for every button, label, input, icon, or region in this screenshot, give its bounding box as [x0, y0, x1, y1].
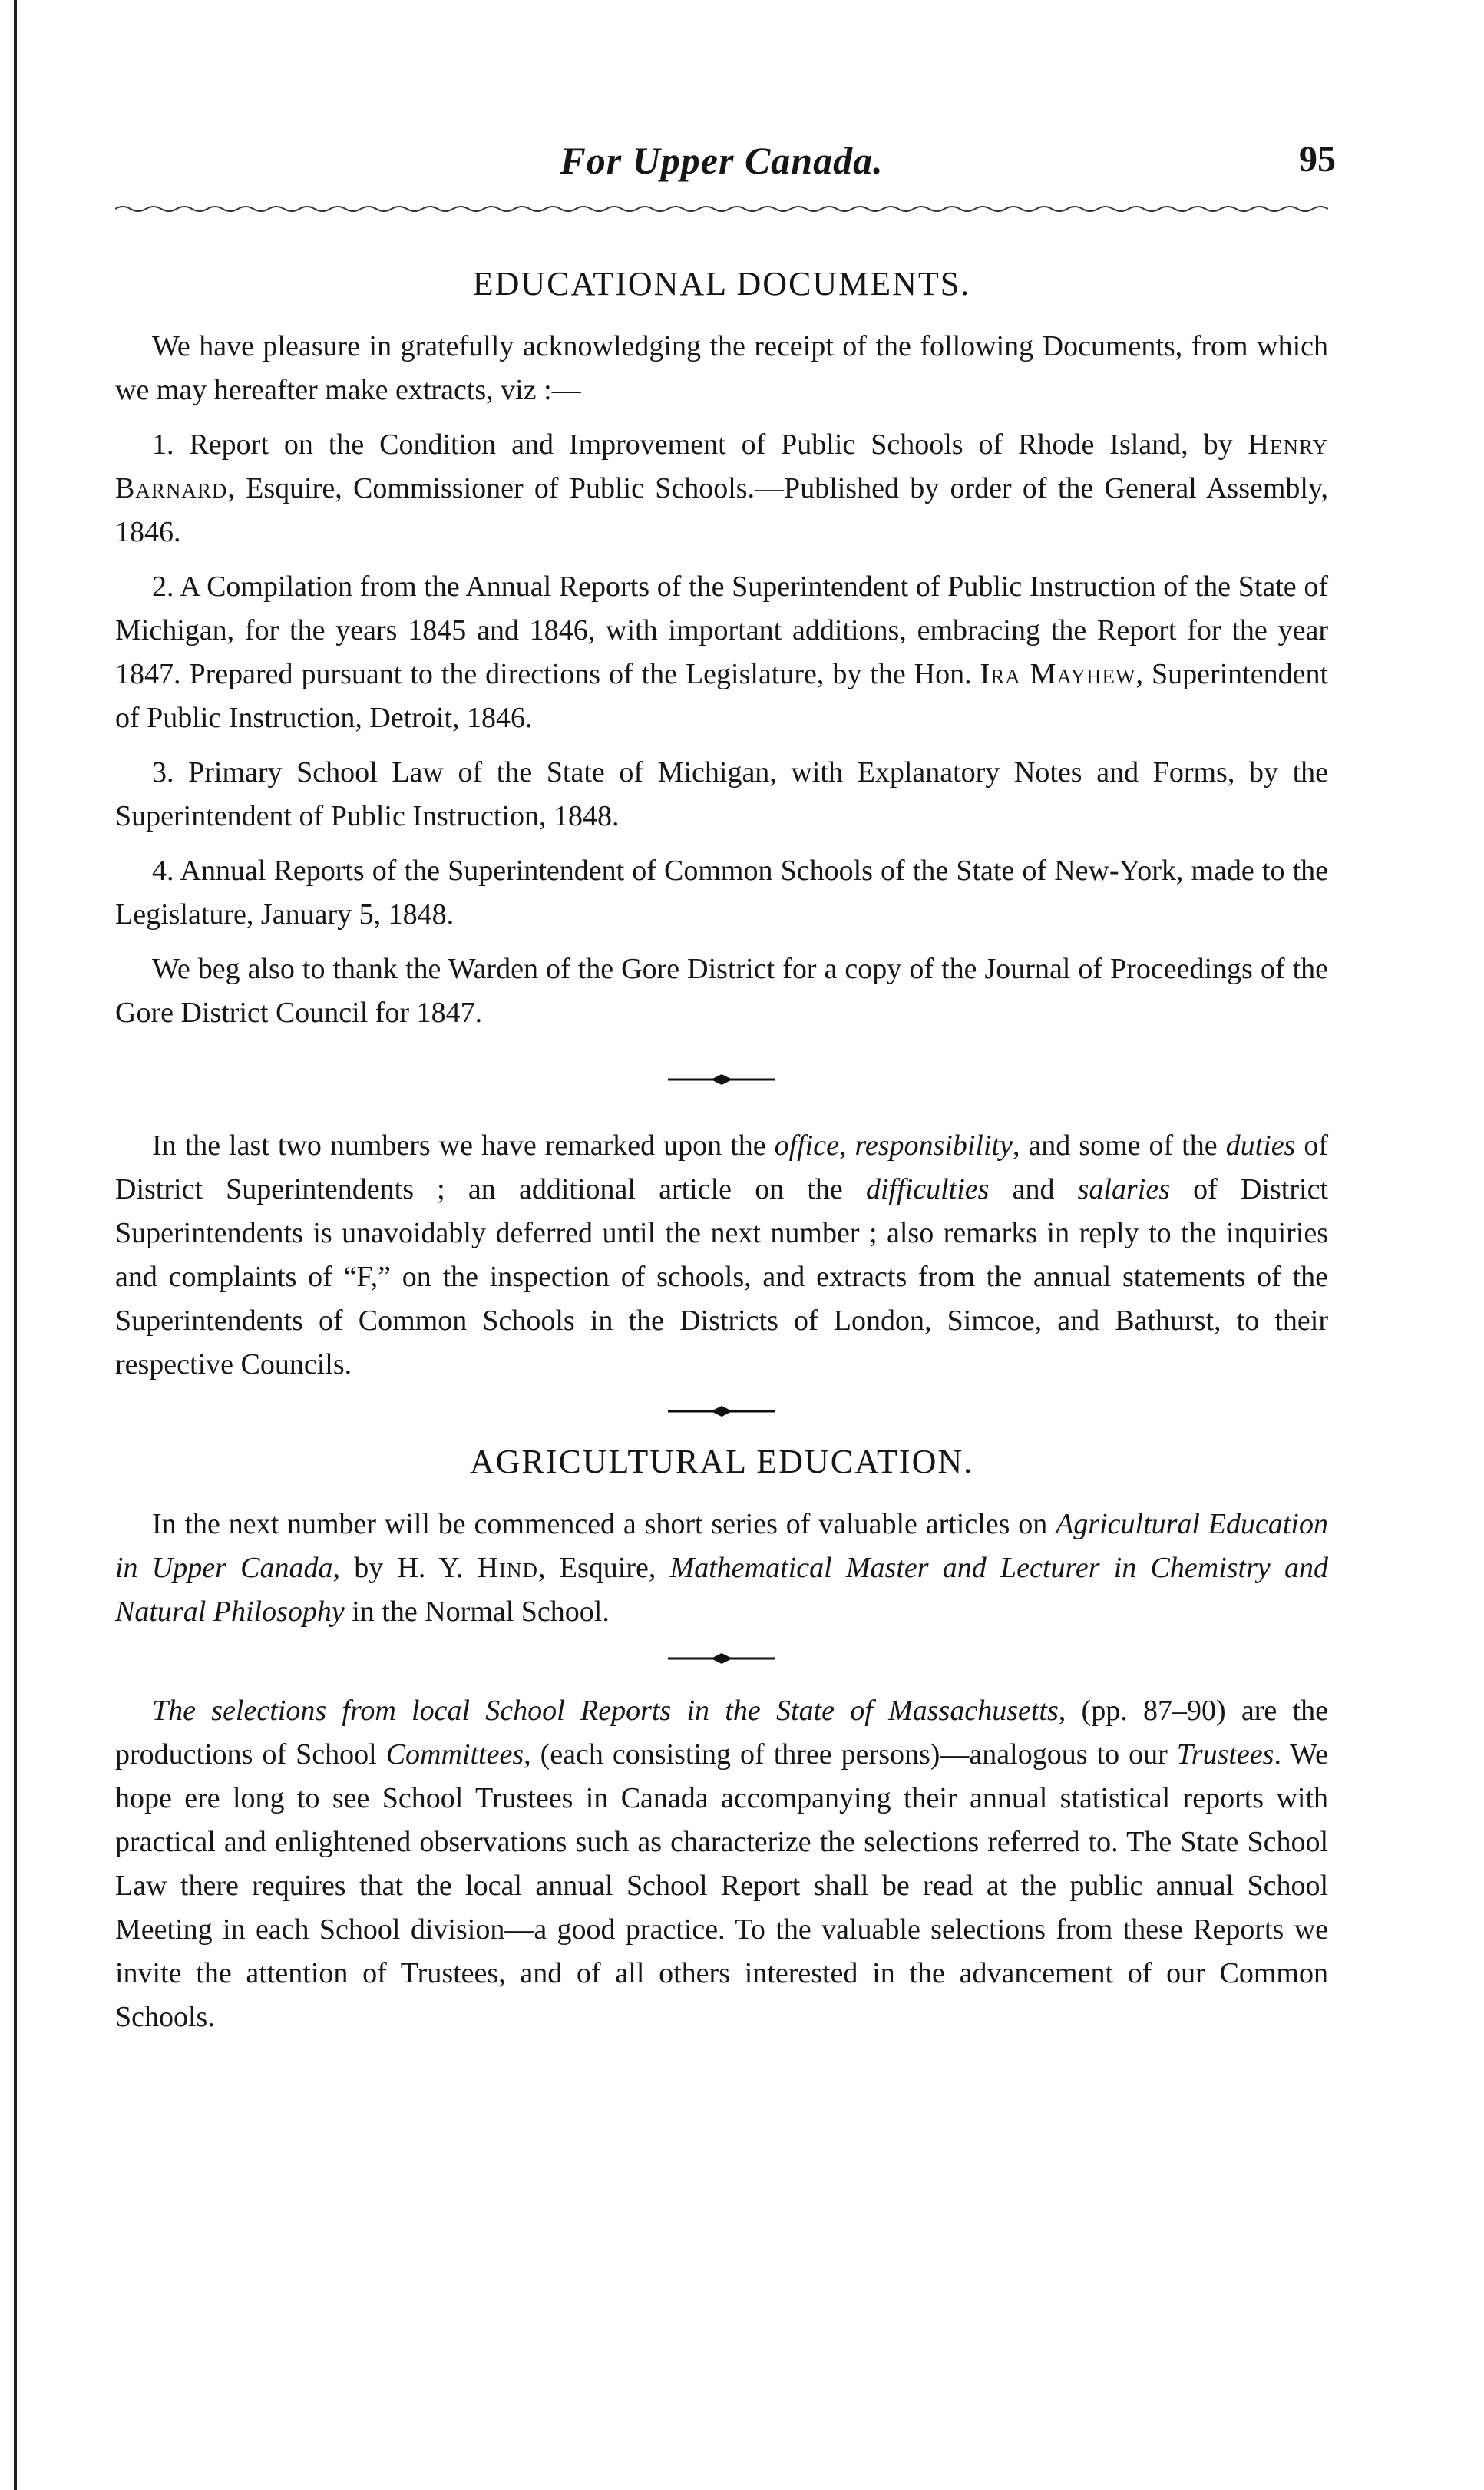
announcement-text: , by H. Y.	[332, 1552, 478, 1584]
announcement-text: , Esquire,	[538, 1552, 670, 1584]
document-item-1	[115, 423, 1328, 554]
agricultural-announcement	[115, 1503, 1328, 1634]
note-emphasis: difficulties	[865, 1173, 990, 1205]
running-head	[115, 138, 1336, 192]
selections-text: . We hope ere long to see School Trustees in Canada accompanying their annual statistical reports with practical and enlightened observations such as characterize the selections referred to. The State School Law there requires that the local annual School Report shall be read at the public annual School Meeting in each School division—a good practice. To the valuable selections from these Reports we invite the attention of Trustees, and of all others interested in the advancement of our Common Schools.	[115, 1738, 1328, 2033]
note-text: of District Superintendents ; an additional article on the	[115, 1129, 1329, 1205]
page-edge-rule	[14, 0, 17, 2490]
documents-intro: We have pleasure in gratefully acknowledging the receipt of the following Documents, from which we may hereafter make extracts, viz :—	[115, 330, 1328, 406]
documents-closing: We beg also to thank the Warden of the Gore District for a copy of the Journal of Proceedings of the Gore District Council for 1847.	[115, 953, 1328, 1029]
author-name: Hind	[477, 1552, 539, 1584]
header-wavy-rule	[115, 203, 1328, 215]
selections-text: , (each consisting of three persons)—analogous to our	[524, 1738, 1177, 1771]
page-content	[115, 138, 1336, 2050]
announcement-text: In the next number will be commenced a short series of valuable articles on	[152, 1508, 1056, 1540]
document-item-text: 2. A Compilation from the Annual Reports of the Superintendent of Public Instruction of the State of Michigan, for the years 1845 and 1846, with important additions, embracing the Report for the year 1847. Prepared pursuant to the directions of the Legislature, by the Hon.	[115, 570, 1328, 690]
note-text: In the last two numbers we have remarked upon the	[152, 1129, 775, 1162]
author-name: Ira Mayhew	[980, 658, 1136, 690]
document-item-2	[115, 565, 1328, 740]
document-item-text: , Superintendent of Public Instruction, Detroit, 1846.	[115, 658, 1328, 734]
selections-emphasis: The selections from local School Reports in the State of Massachusetts	[152, 1695, 1059, 1727]
section-title-educational-documents: EDUCATIONAL DOCUMENTS.	[472, 265, 971, 303]
section-title-agricultural-education: AGRICULTURAL EDUCATION.	[469, 1443, 974, 1480]
note-emphasis: office	[774, 1129, 839, 1162]
selections-paragraph	[115, 1689, 1328, 2039]
running-title: For Upper Canada.	[560, 139, 884, 182]
announcement-text: in the Normal School.	[344, 1596, 610, 1628]
note-emphasis: responsibility	[854, 1129, 1013, 1162]
note-text: of District Superintendents is unavoidably deferred until the next number ; also remarks in reply to the inquiries and complaints of “F,” on the inspection of schools, and extracts from the annual statements of the Superintendents of Common Schools in the Districts of London, Simcoe, and Bathurst, to their respective Councils.	[115, 1173, 1328, 1381]
note-emphasis: duties	[1225, 1129, 1296, 1162]
selections-emphasis: Trustees	[1176, 1738, 1274, 1771]
section-divider-ornament	[637, 1072, 806, 1087]
superintendents-note	[115, 1124, 1328, 1387]
document-item-4: 4. Annual Reports of the Superintendent of Common Schools of the State of New-York, made to the Legislature, January 5, 1848.	[115, 855, 1328, 931]
document-item-3: 3. Primary School Law of the State of Michigan, with Explanatory Notes and Forms, by the Superintendent of Public Instruction, 1848.	[115, 756, 1328, 832]
note-text: , and some of the	[1012, 1129, 1226, 1162]
note-text: and	[989, 1173, 1078, 1205]
selections-emphasis: Committees	[385, 1738, 524, 1771]
section-divider-ornament	[637, 1404, 806, 1419]
section-divider-ornament	[637, 1651, 806, 1666]
selections-text: , (pp. 87–90) are the productions of School	[115, 1695, 1328, 1771]
note-text: ,	[838, 1129, 855, 1162]
announcement-emphasis: Mathematical Master and Lecturer in Chemistry and Natural Philosophy	[115, 1552, 1329, 1628]
page-number: 95	[1299, 139, 1336, 180]
author-name: Henry Barnard	[115, 428, 1328, 504]
document-item-text: , Esquire, Commissioner of Public Schools.—Published by order of the General Assembly, 1846.	[115, 472, 1328, 548]
note-emphasis: salaries	[1077, 1173, 1170, 1205]
document-item-text: 1. Report on the Condition and Improvement of Public Schools of Rhode Island, by	[152, 428, 1248, 461]
announcement-emphasis: Agricultural Education in Upper Canada	[115, 1508, 1328, 1584]
